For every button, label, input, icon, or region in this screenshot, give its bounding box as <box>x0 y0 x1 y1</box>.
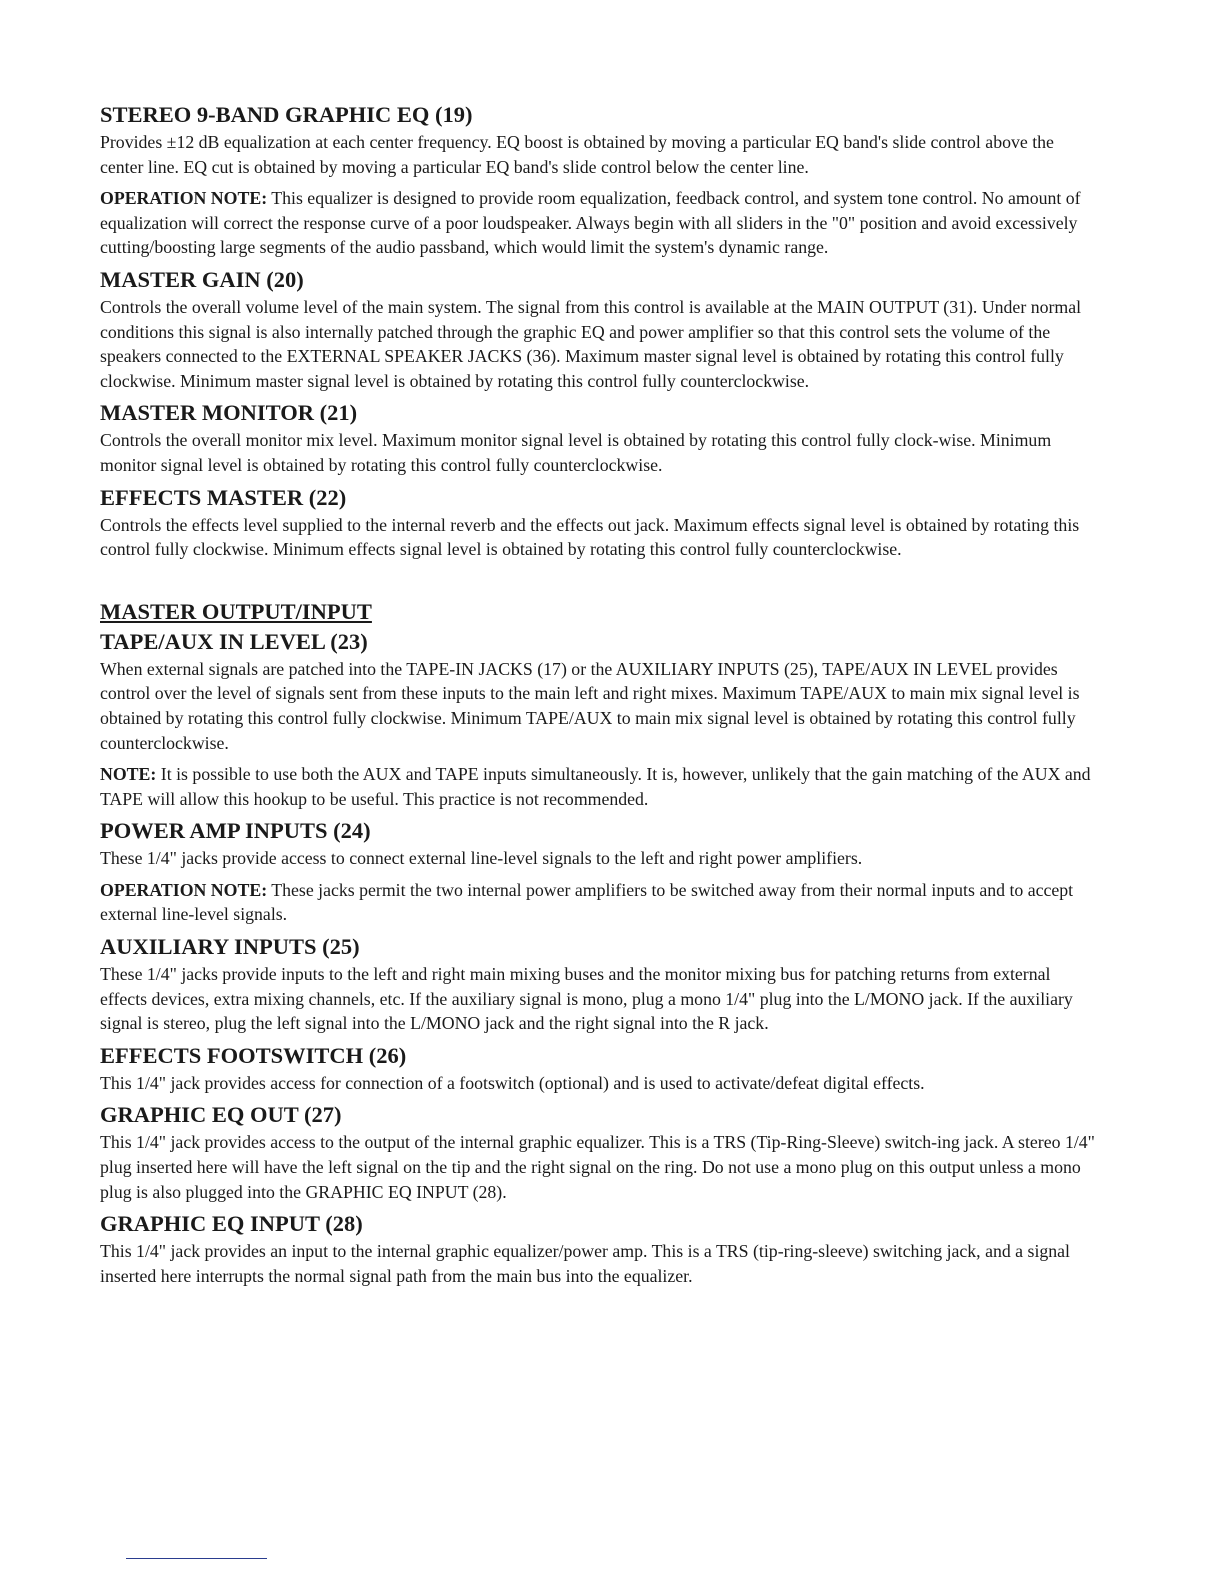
section-stereo-9-band-graphic-eq-19 <box>100 102 1100 260</box>
note-label: NOTE: <box>100 764 157 785</box>
note-paragraph <box>100 878 1100 927</box>
section-heading: GRAPHIC EQ INPUT (28) <box>100 1211 363 1237</box>
section-master-monitor-21 <box>100 400 1100 477</box>
body-paragraph <box>100 1239 1100 1288</box>
body-paragraph <box>100 513 1100 562</box>
body-paragraph <box>100 130 1100 179</box>
controls-section-list <box>100 102 1100 562</box>
section-heading: GRAPHIC EQ OUT (27) <box>100 1102 342 1128</box>
paragraph-text: These jacks permit the two internal power amplifiers to be switched away from their normal inputs and to accept external line-level signals. <box>100 879 1074 925</box>
paragraph-text: Provides ±12 dB equalization at each center frequency. EQ boost is obtained by moving a particular EQ band's slide control above the center line. EQ cut is obtained by moving a particular EQ band's slide control below the center line. <box>100 132 1054 177</box>
section-effects-footswitch-26 <box>100 1043 1100 1096</box>
paragraph-text: Controls the overall volume level of the main system. The signal from this control is available at the MAIN OUTPUT (31). Under normal conditions this signal is also internally patched through the graphic EQ and power amplifier so that this control sets the volume of the speakers connected to the EXTERNAL SPEAKER JACKS (36). Maximum master signal level is obtained by rotating this control fully clockwise. Minimum master signal level is obtained by rotating this control fully counterclockwise. <box>100 296 1082 391</box>
section-graphic-eq-out-27 <box>100 1102 1100 1204</box>
note-paragraph <box>100 762 1100 811</box>
paragraph-text: This equalizer is designed to provide room equalization, feedback control, and system tone control. No amount of equalization will correct the response curve of a poor loudspeaker. Always begin with all sliders in the "0" position and avoid excessively cutting/boosting large segments of the audio passband, which would limit the system's dynamic range. <box>100 188 1081 258</box>
paragraph-text: It is possible to use both the AUX and TAPE inputs simultaneously. It is, however, unlikely that the gain matching of the AUX and TAPE will allow this hookup to be useful. This practice is not recommended. <box>100 764 1091 809</box>
paragraph-text: These 1/4" jacks provide inputs to the left and right main mixing buses and the monitor mixing bus for patching returns from external effects devices, extra mixing channels, etc. If the auxiliary signal is mono, plug a mono 1/4" plug into the L/MONO jack. If the auxiliary signal is stereo, plug the left signal into the L/MONO jack and the right signal into the R jack. <box>100 964 1073 1034</box>
paragraph-text: This 1/4" jack provides an input to the internal graphic equalizer/power amp. This is a TRS (tip-ring-sleeve) switching jack, and a signal inserted here interrupts the normal signal path from the main bus into the equalizer. <box>100 1241 1070 1286</box>
note-label: OPERATION NOTE: <box>100 879 268 900</box>
note-paragraph <box>100 186 1100 260</box>
section-power-amp-inputs-24 <box>100 818 1100 927</box>
paragraph-text: Controls the overall monitor mix level. Maximum monitor signal level is obtained by rotating this control fully clock-wise. Minimum monitor signal level is obtained by rotating this control fully counterclockwise. <box>100 430 1052 475</box>
section-heading: MASTER MONITOR (21) <box>100 400 358 426</box>
body-paragraph <box>100 1130 1100 1204</box>
paragraph-text: This 1/4" jack provides access to the output of the internal graphic equalizer. This is a TRS (Tip-Ring-Sleeve) switch-ing jack. A stereo 1/4" plug inserted here will have the left signal on the tip and the right signal on the ring. Do not use a mono plug on this output unless a mono plug is also plugged into the GRAPHIC EQ INPUT (28). <box>100 1132 1095 1202</box>
paragraph-text: These 1/4" jacks provide access to connect external line-level signals to the left and right power amplifiers. <box>100 848 863 869</box>
section-tape-aux-in-level-23 <box>100 629 1100 812</box>
paragraph-text: This 1/4" jack provides access for connection of a footswitch (optional) and is used to activate/defeat digital effects. <box>100 1072 925 1093</box>
body-paragraph <box>100 428 1100 477</box>
section-heading: MASTER GAIN (20) <box>100 266 304 292</box>
paragraph-text: When external signals are patched into the TAPE-IN JACKS (17) or the AUXILIARY INPUTS (25), TAPE/AUX IN LEVEL provides control over the level of signals sent from these inputs to the main left and right mixes. Maximum TAPE/AUX to main mix signal level is obtained by rotating this control fully clockwise. Minimum TAPE/AUX to main mix signal level is obtained by rotating this control fully counterclockwise. <box>100 658 1080 753</box>
section-heading: EFFECTS MASTER (22) <box>100 484 347 510</box>
output-input-section-list <box>100 629 1100 1289</box>
body-paragraph <box>100 295 1100 393</box>
paragraph-text: Controls the effects level supplied to the internal reverb and the effects out jack. Maximum effects signal level is obtained by rotating this control fully clockwise. Minimum effects signal level is obtained by rotating this control fully counterclockwise. <box>100 514 1080 560</box>
note-label: OPERATION NOTE: <box>100 188 268 209</box>
group-heading-master-output-input: MASTER OUTPUT/INPUT <box>100 598 372 624</box>
section-auxiliary-inputs-25 <box>100 934 1100 1036</box>
footnote-rule <box>126 1558 267 1559</box>
section-heading: TAPE/AUX IN LEVEL (23) <box>100 628 368 654</box>
section-master-gain-20 <box>100 267 1100 393</box>
section-heading: AUXILIARY INPUTS (25) <box>100 934 360 960</box>
section-graphic-eq-input-28 <box>100 1211 1100 1288</box>
section-effects-master-22 <box>100 485 1100 562</box>
section-heading: EFFECTS FOOTSWITCH (26) <box>100 1042 407 1068</box>
body-paragraph <box>100 657 1100 755</box>
body-paragraph <box>100 962 1100 1036</box>
manual-page <box>100 102 1100 1295</box>
section-heading: STEREO 9-BAND GRAPHIC EQ (19) <box>100 102 473 127</box>
body-paragraph <box>100 846 1100 871</box>
section-heading: POWER AMP INPUTS (24) <box>100 818 371 844</box>
body-paragraph <box>100 1071 1100 1096</box>
